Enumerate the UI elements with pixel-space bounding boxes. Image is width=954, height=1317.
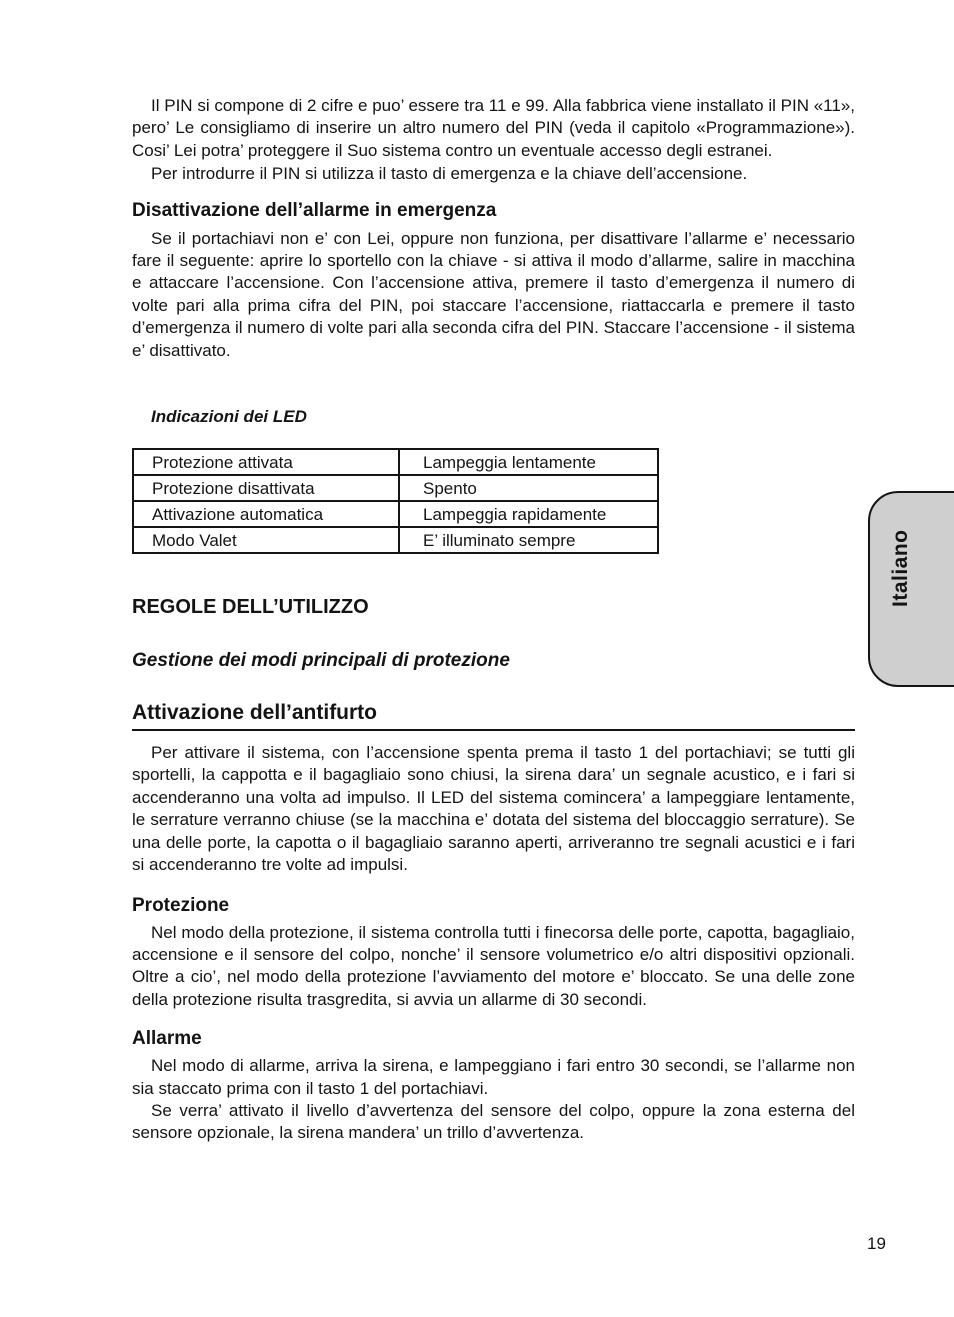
language-tab-text: Italiano (889, 529, 912, 607)
table-row (133, 475, 658, 501)
section-heading-regole: REGOLE DELL’UTILIZZO (132, 596, 369, 619)
section-heading-allarme: Allarme (132, 1028, 202, 1050)
led-table (132, 448, 659, 554)
led-state-cell: Attivazione automatica (133, 501, 399, 527)
led-state-cell: Modo Valet (133, 527, 399, 553)
protezione-paragraph: Nel modo della protezione, il sistema controlla tutti i finecorsa delle porte, capotta, bagagliaio, accensione e il sensore del colpo, nonche’ il sensore volumetrico e/o altri dispositivi opzionali. Oltre a cio’, nel modo della protezione l’avviamento del motore e’ bloccato. Se una delle zone della protezione risulta trasgredita, si avvia un allarme di 30 secondi. (132, 922, 855, 1009)
led-indication-cell: Lampeggia rapidamente (399, 501, 658, 527)
led-table-title: Indicazioni dei LED (151, 407, 307, 427)
page-number: 19 (867, 1234, 886, 1253)
section-heading-protezione: Protezione (132, 894, 230, 916)
led-state-cell: Protezione disattivata (133, 475, 399, 501)
led-state-cell: Protezione attivata (133, 449, 399, 475)
table-row (133, 501, 658, 527)
page-content (132, 95, 855, 1145)
attivazione-paragraph: Per attivare il sistema, con l’accensione spenta prema il tasto 1 del portachiavi; se tutti gli sportelli, la cappotta e il bagagliaio sono chiusi, la sirena dara’ un segnale acustico, e i fari si accenderanno una volta ad impulso. Il LED del sistema comincera’ a lampeggiare lentamente, le serrature verranno chiuse (se la macchina e’ dotata del sistema del bloccaggio serrature). Se una delle porte, la capotta o il bagagliaio saranno aperti, arriveranno tre segnali acustici e i fari si accenderanno tre volte ad impulsi. (132, 743, 855, 875)
led-indication-cell: Lampeggia lentamente (399, 449, 658, 475)
led-indication-cell: Spento (399, 475, 658, 501)
allarme-paragraph-1: Nel modo di allarme, arriva la sirena, e lampeggiano i fari entro 30 secondi, se l’allarme non sia staccato prima con il tasto 1 del portachiavi. (132, 1056, 855, 1098)
section-heading-disattivazione: Disattivazione dell’allarme in emergenza (132, 199, 497, 221)
section-heading-attivazione: Attivazione dell’antifurto (132, 699, 855, 731)
language-tab-label (889, 529, 913, 607)
intro-paragraph-1: Il PIN si compone di 2 cifre e puo’ essere tra 11 e 99. Alla fabbrica viene installato il PIN «11», pero’ Le consigliamo di inserire un altro numero del PIN (veda il capitolo «Programmazione»). Cosi’ Lei potra’ proteggere il Suo sistema contro un eventuale accesso degli estranei. (132, 96, 855, 160)
table-row (133, 527, 658, 553)
allarme-paragraph-2: Se verra’ attivato il livello d’avvertenza del sensore del colpo, oppure la zona esterna del sensore opzionale, la sirena mandera’ un trillo d’avvertenza. (132, 1100, 855, 1143)
disattivazione-paragraph: Se il portachiavi non e’ con Lei, oppure non funziona, per disattivare l’allarme e’ necessario fare il seguente: aprire lo sportello con la chiave - si attiva il modo d’allarme, salire in macchina e attaccare l’accensione. Con l’accensione attiva, premere il tasto d’emergenza il numero di volte pari alla prima cifra del PIN, poi staccare l’accensione, riattaccarla e premere il tasto d’emergenza il numero di volte pari alla seconda cifra del PIN. Staccare l’accensione - il sistema e’ disattivato. (132, 228, 855, 360)
intro-paragraph-2: Per introdurre il PIN si utilizza il tasto di emergenza e la chiave dell’accensione. (151, 164, 748, 184)
led-indication-cell: E’ illuminato sempre (399, 527, 658, 553)
table-row (133, 449, 658, 475)
subheading-gestione: Gestione dei modi principali di protezione (132, 650, 510, 672)
